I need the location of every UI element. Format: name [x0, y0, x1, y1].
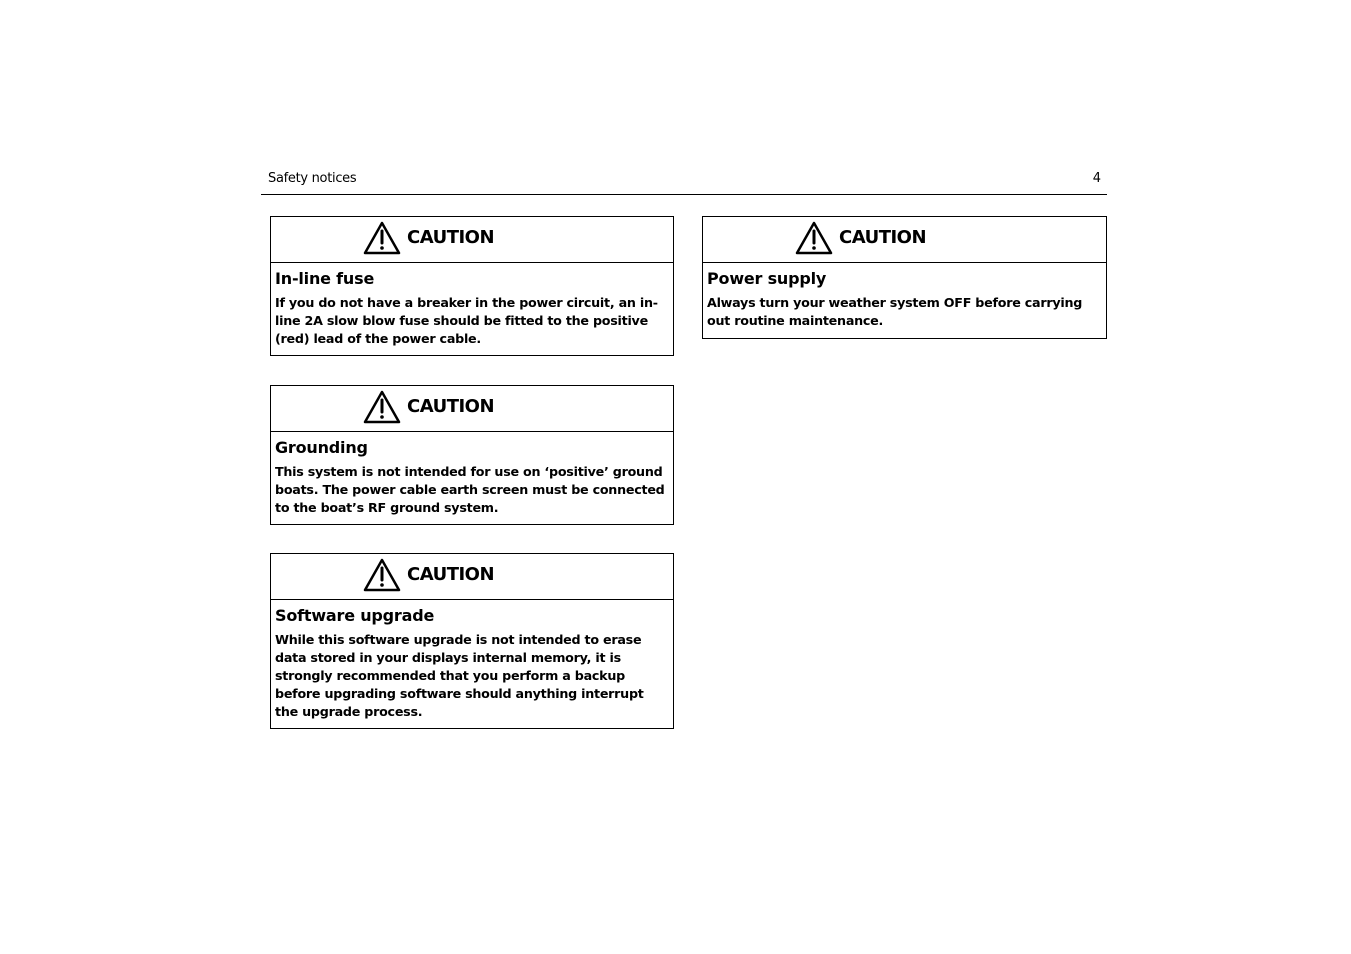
warning-triangle-icon: [795, 221, 833, 255]
warning-triangle-icon: [363, 221, 401, 255]
notice-title: In-line fuse: [275, 269, 375, 288]
warning-triangle-icon: [363, 390, 401, 424]
notice-text: Always turn your weather system OFF before carrying out routine maintenance.: [707, 295, 1083, 328]
caution-notice-software-upgrade: [270, 553, 674, 729]
page-number: 4: [1092, 171, 1101, 186]
notice-title: Grounding: [275, 438, 368, 457]
notice-text: While this software upgrade is not intended to erase data stored in your displays internal memory, it is strongly recommended that you perform a backup before upgrading software should anything interrupt the upgrade process.: [275, 632, 644, 719]
notice-text: If you do not have a breaker in the power circuit, an in-line 2A slow blow fuse should be fitted to the positive (red) lead of the power cable.: [275, 295, 658, 346]
caution-label: CAUTION: [407, 396, 495, 417]
notice-text: This system is not intended for use on ‘positive’ ground boats. The power cable earth screen must be connected to the boat’s RF ground system.: [275, 464, 665, 515]
notice-title: Software upgrade: [275, 606, 435, 625]
caution-label: CAUTION: [407, 227, 495, 248]
caution-notice-power-supply: [702, 216, 1107, 339]
caution-header: [271, 554, 673, 600]
notice-title: Power supply: [707, 269, 827, 288]
caution-label: CAUTION: [839, 227, 927, 248]
caution-notice-grounding: [270, 385, 674, 525]
section-title: Safety notices: [268, 171, 357, 186]
caution-header: [271, 386, 673, 432]
caution-header: [271, 217, 673, 263]
caution-header: [703, 217, 1106, 263]
warning-triangle-icon: [363, 558, 401, 592]
caution-notice-inline-fuse: [270, 216, 674, 356]
caution-label: CAUTION: [407, 564, 495, 585]
page-header: [261, 168, 1107, 195]
